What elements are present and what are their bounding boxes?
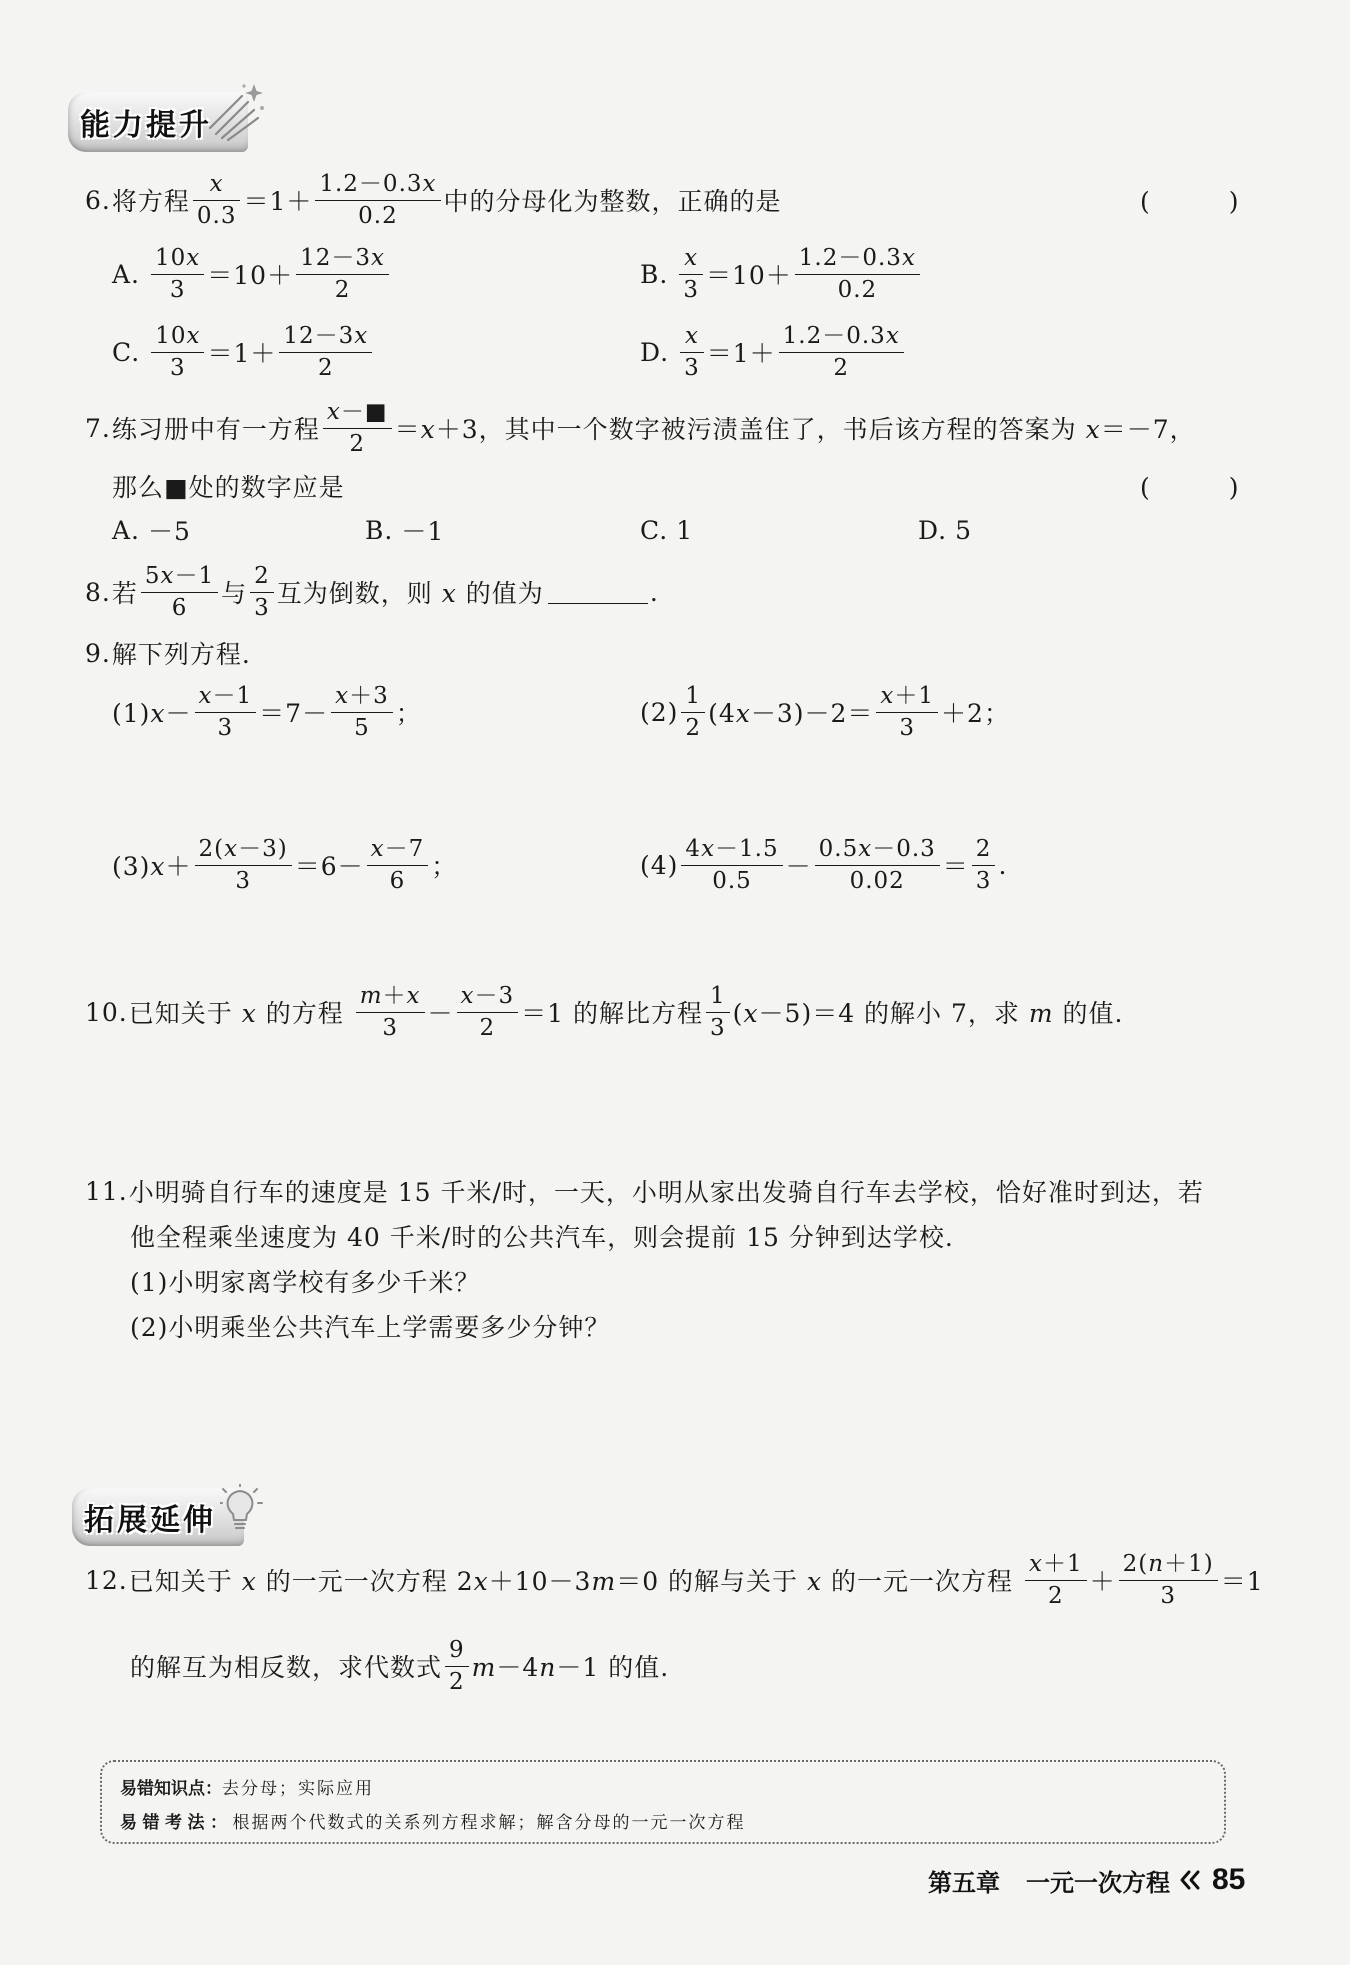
math-variable: x bbox=[880, 683, 895, 710]
fraction bbox=[141, 563, 218, 621]
math-variable: x bbox=[885, 323, 900, 350]
fraction-denominator: 2 bbox=[279, 352, 372, 381]
option-label: B. bbox=[365, 515, 394, 545]
fraction-denominator: 2 bbox=[296, 274, 389, 303]
fraction-numerator: 1 bbox=[710, 983, 726, 1010]
math-variable: x bbox=[186, 245, 201, 272]
math-variable: x bbox=[150, 699, 166, 728]
fraction bbox=[706, 983, 730, 1041]
math-text: 中的分母化为整数，正确的是 bbox=[443, 187, 782, 216]
fraction-denominator: 3 bbox=[195, 865, 292, 894]
math-variable: x bbox=[422, 171, 437, 198]
math-variable: x bbox=[186, 323, 201, 350]
fraction-numerator: m＋x bbox=[359, 983, 421, 1010]
page-footer bbox=[928, 1860, 1245, 1900]
math-variable: x bbox=[209, 171, 224, 198]
math-variable: x bbox=[326, 399, 341, 426]
math-variable: x bbox=[241, 999, 257, 1028]
option-label: D. bbox=[918, 515, 948, 545]
fraction-denominator: 3 bbox=[972, 865, 996, 894]
math-text: 与 bbox=[221, 579, 248, 608]
option-expression bbox=[955, 516, 972, 545]
math-variable: x bbox=[684, 245, 699, 272]
fraction-numerator: 2(x－3) bbox=[198, 836, 288, 863]
q9-part-2 bbox=[640, 682, 1010, 742]
math-variable: x bbox=[735, 699, 751, 728]
fraction-numerator: 4x－1.5 bbox=[685, 836, 779, 863]
option-expression bbox=[148, 323, 375, 381]
fraction bbox=[681, 836, 782, 894]
sub-question-text: (1)小明家离学校有多少千米？ bbox=[130, 1268, 481, 1297]
q12-stem-continuation bbox=[130, 1637, 669, 1695]
fraction bbox=[195, 836, 292, 894]
fraction-numerator: x－1 bbox=[198, 683, 253, 710]
question-number: 9. bbox=[85, 638, 111, 668]
chapter-title: 一元一次方程 bbox=[1026, 1868, 1170, 1897]
math-variable: m bbox=[359, 983, 383, 1010]
fraction-denominator: 3 bbox=[680, 352, 704, 381]
section-banner-extension bbox=[72, 1488, 244, 1546]
math-variable: x bbox=[150, 852, 166, 881]
q9-heading bbox=[85, 636, 251, 670]
fraction bbox=[193, 171, 241, 229]
math-variable: x bbox=[420, 415, 436, 444]
math-text: 已知关于 x 的一元一次方程 2x＋10－3m＝0 的解与关于 x 的一元一次方程 bbox=[128, 1567, 1023, 1596]
fraction-denominator: 0.2 bbox=[795, 274, 920, 303]
fraction bbox=[195, 683, 257, 741]
section-title: 拓展延伸 bbox=[84, 1503, 216, 1538]
math-variable: x bbox=[406, 983, 421, 1010]
fraction-numerator: 1.2－0.3x bbox=[319, 171, 437, 198]
math-variable: x bbox=[224, 836, 239, 863]
math-text: 互为倒数，则 x 的值为 bbox=[276, 579, 544, 608]
math-text: ＝x＋3，其中一个数字被污渍盖住了，书后该方程的答案为 x＝－7， bbox=[394, 415, 1196, 444]
q11-text: 小明骑自行车的速度是 15 千米/时，一天，小明从家出发骑自行车去学校，恰好准时到达，若 bbox=[128, 1178, 1204, 1207]
fraction bbox=[279, 323, 372, 381]
q7-answer-bracket bbox=[1140, 468, 1240, 504]
q8-stem bbox=[85, 562, 659, 622]
question-number: 10. bbox=[85, 997, 128, 1027]
option-label: B. bbox=[640, 259, 669, 289]
option-expression bbox=[676, 245, 923, 303]
q11-sub-question-2 bbox=[130, 1308, 610, 1344]
fraction-numerator: 10x bbox=[155, 245, 201, 272]
math-text: . bbox=[649, 577, 659, 607]
math-text: m－4n－1 的值. bbox=[471, 1653, 670, 1682]
lightbulb-icon bbox=[220, 1484, 266, 1536]
fraction bbox=[815, 836, 940, 894]
math-text: ； bbox=[431, 852, 458, 881]
q11-sub-question-1 bbox=[130, 1263, 480, 1299]
fraction-denominator: 2 bbox=[323, 428, 392, 457]
math-variable: n bbox=[1148, 1551, 1165, 1578]
math-variable: x bbox=[743, 999, 759, 1028]
fraction-denominator: 3 bbox=[151, 352, 204, 381]
fraction-numerator: 0.5x－0.3 bbox=[818, 836, 936, 863]
page-number: 85 bbox=[1212, 1863, 1246, 1896]
fraction bbox=[323, 399, 392, 457]
fraction bbox=[367, 836, 429, 894]
note-text: 去分母；实际应用 bbox=[222, 1778, 374, 1799]
math-text: 5 bbox=[955, 515, 973, 545]
fraction bbox=[681, 683, 705, 741]
math-text: ＝10＋ bbox=[207, 261, 294, 290]
math-text: － bbox=[427, 999, 454, 1028]
fraction-denominator: 3 bbox=[151, 274, 204, 303]
answer-blank bbox=[548, 581, 648, 604]
fraction-denominator: 2 bbox=[457, 1012, 519, 1041]
fraction-denominator: 2 bbox=[1025, 1580, 1087, 1609]
math-text: － bbox=[785, 852, 812, 881]
fraction-denominator: 3 bbox=[679, 274, 703, 303]
fraction bbox=[972, 836, 996, 894]
math-variable: x bbox=[901, 245, 916, 272]
sparkle-icon bbox=[204, 82, 268, 142]
option-expression bbox=[401, 512, 444, 548]
fraction-denominator: 3 bbox=[1119, 1580, 1218, 1609]
fraction-denominator: 3 bbox=[706, 1012, 730, 1041]
math-variable: x bbox=[354, 323, 369, 350]
math-variable: x bbox=[335, 683, 350, 710]
math-text: ＝1＋ bbox=[706, 339, 776, 368]
q11-text: 他全程乘坐速度为 40 千米/时的公共汽车，则会提前 15 分钟到达学校. bbox=[130, 1223, 954, 1252]
fraction bbox=[1025, 1551, 1087, 1609]
math-text: 若 bbox=[111, 579, 138, 608]
math-text: (4x－3)－2＝ bbox=[708, 699, 874, 728]
fraction-numerator: 1.2－0.3x bbox=[798, 245, 916, 272]
fraction-denominator: 0.3 bbox=[193, 200, 241, 229]
fraction bbox=[250, 563, 274, 621]
q6-option-b bbox=[640, 244, 923, 304]
q6-option-d bbox=[640, 322, 907, 382]
question-number: 12. bbox=[85, 1565, 128, 1595]
math-text: (1)x－ bbox=[112, 699, 192, 728]
math-variable: x bbox=[684, 323, 699, 350]
option-expression bbox=[676, 516, 693, 545]
q10-stem bbox=[85, 982, 1123, 1042]
fraction bbox=[445, 1637, 469, 1695]
math-variable: x bbox=[807, 1567, 823, 1596]
option-expression bbox=[148, 512, 191, 548]
math-variable: x bbox=[198, 683, 213, 710]
q7-stem-expression bbox=[112, 399, 1196, 457]
answer-bracket: ( ) bbox=[1140, 473, 1240, 502]
math-text: ＝10＋ bbox=[705, 261, 792, 290]
fraction-numerator: 10x bbox=[155, 323, 201, 350]
fraction-numerator: 1.2－0.3x bbox=[782, 323, 900, 350]
q7-stem-continuation bbox=[112, 468, 345, 504]
sub-question-text: (2)小明乘坐公共汽车上学需要多少分钟？ bbox=[130, 1313, 611, 1342]
math-text: (3)x＋ bbox=[112, 852, 192, 881]
option-expression bbox=[677, 323, 907, 381]
option-expression bbox=[148, 245, 392, 303]
option-label: C. bbox=[640, 515, 669, 545]
q8-stem-end bbox=[650, 578, 659, 607]
math-variable: x bbox=[473, 1567, 489, 1596]
fraction-denominator: 0.02 bbox=[815, 865, 940, 894]
q6-stem bbox=[85, 170, 782, 230]
math-text: 的解互为相反数，求代数式 bbox=[130, 1653, 443, 1682]
equation bbox=[640, 836, 1007, 894]
math-variable: x bbox=[441, 579, 457, 608]
math-variable: x bbox=[858, 836, 873, 863]
math-variable: x bbox=[701, 836, 716, 863]
note-label: 易错考法： bbox=[120, 1812, 233, 1833]
q9-part-4 bbox=[640, 835, 1007, 895]
q11-stem-line1 bbox=[85, 1173, 1204, 1209]
fraction-denominator: 6 bbox=[367, 865, 429, 894]
note-label: 易错知识点： bbox=[120, 1778, 222, 1799]
q6-option-c bbox=[112, 322, 375, 382]
fraction-denominator: 3 bbox=[876, 712, 938, 741]
q8-stem-expression bbox=[112, 563, 544, 621]
mistake-notes-box bbox=[100, 1760, 1226, 1844]
fraction bbox=[680, 323, 704, 381]
math-text: ； bbox=[395, 699, 422, 728]
fraction-denominator: 2 bbox=[779, 352, 904, 381]
math-variable: x bbox=[460, 983, 475, 1010]
math-variable: x bbox=[241, 1567, 257, 1596]
fraction-denominator: 0.2 bbox=[315, 200, 440, 229]
math-variable: x bbox=[370, 836, 385, 863]
fraction-denominator: 0.5 bbox=[681, 865, 782, 894]
math-text: . bbox=[998, 850, 1008, 880]
math-text: －5 bbox=[148, 517, 191, 546]
math-text: (x－5)＝4 的解小 7，求 m 的值. bbox=[732, 999, 1124, 1028]
fraction-numerator: 9 bbox=[449, 1637, 465, 1664]
fraction-numerator: x－3 bbox=[460, 983, 515, 1010]
fraction-denominator: 2 bbox=[681, 712, 705, 741]
fraction bbox=[876, 683, 938, 741]
note-line-method bbox=[120, 1806, 746, 1834]
answer-bracket: ( ) bbox=[1140, 187, 1240, 216]
fraction bbox=[795, 245, 920, 303]
math-text: (2) bbox=[640, 697, 679, 727]
fraction bbox=[779, 323, 904, 381]
math-text: ＝1 bbox=[1220, 1567, 1264, 1596]
math-text: ＝1＋ bbox=[243, 187, 313, 216]
option-label: C. bbox=[112, 337, 141, 367]
chapter-label: 第五章 bbox=[928, 1868, 1000, 1897]
option-label: A. bbox=[112, 515, 141, 545]
fraction bbox=[315, 171, 440, 229]
math-text: －1 bbox=[401, 517, 445, 546]
math-variable: m bbox=[1028, 999, 1054, 1028]
equation bbox=[640, 683, 1010, 741]
fraction bbox=[457, 983, 519, 1041]
q6-stem-expression bbox=[112, 171, 782, 229]
math-variable: m bbox=[591, 1567, 617, 1596]
fraction-numerator: x－7 bbox=[370, 836, 425, 863]
math-variable: x bbox=[160, 563, 175, 590]
math-variable: x bbox=[371, 245, 385, 272]
q9-title: 解下列方程. bbox=[111, 640, 251, 669]
math-text: (4) bbox=[640, 850, 679, 880]
fraction-denominator: 3 bbox=[250, 592, 274, 621]
math-variable: m bbox=[471, 1653, 497, 1682]
fraction bbox=[296, 245, 389, 303]
double-chevron-left-icon bbox=[1178, 1869, 1202, 1891]
option-label: A. bbox=[112, 259, 141, 289]
fraction-numerator: 12－3x bbox=[283, 323, 369, 350]
fraction-denominator: 5 bbox=[331, 712, 393, 741]
fraction-numerator bbox=[680, 323, 704, 351]
fraction-denominator: 2 bbox=[445, 1666, 469, 1695]
fraction-denominator: 3 bbox=[356, 1012, 425, 1041]
math-text: ＝1 的解比方程 bbox=[521, 999, 704, 1028]
q11-stem-line2 bbox=[130, 1218, 954, 1254]
question-number: 8. bbox=[85, 577, 111, 607]
math-text: 练习册中有一方程 bbox=[111, 415, 320, 444]
fraction-numerator: 2(n＋1) bbox=[1122, 1551, 1214, 1578]
math-text: ＝6－ bbox=[294, 852, 364, 881]
math-text: ＝ bbox=[942, 852, 969, 881]
question-number: 6. bbox=[85, 185, 111, 215]
fraction bbox=[1119, 1551, 1218, 1609]
fraction-numerator: 2 bbox=[254, 563, 270, 590]
fraction-numerator: 1 bbox=[685, 683, 702, 710]
q12-stem-line1 bbox=[85, 1550, 1264, 1610]
math-text: ＋ bbox=[1089, 1567, 1116, 1596]
fraction-numerator bbox=[679, 245, 703, 273]
fraction-numerator: x＋1 bbox=[880, 683, 935, 710]
fraction-numerator bbox=[193, 171, 241, 199]
q7-option-d bbox=[918, 513, 972, 547]
q7-option-c bbox=[640, 513, 693, 547]
q12-stem-line2 bbox=[130, 1636, 669, 1696]
q7-option-b bbox=[365, 513, 444, 547]
fraction-numerator: 5x－1 bbox=[144, 563, 215, 590]
section-title: 能力提升 bbox=[80, 108, 212, 143]
fraction bbox=[356, 983, 425, 1041]
option-label: D. bbox=[640, 337, 670, 367]
math-variable: x bbox=[1029, 1551, 1043, 1578]
note-line-knowledge bbox=[120, 1772, 374, 1800]
equation bbox=[112, 836, 457, 894]
fraction-numerator: x＋1 bbox=[1029, 1551, 1083, 1578]
math-text: 那么■处的数字应是 bbox=[112, 473, 345, 502]
fraction-denominator: 6 bbox=[141, 592, 218, 621]
math-text: 已知关于 x 的方程 bbox=[128, 999, 353, 1028]
equation bbox=[112, 683, 422, 741]
fraction-numerator: x＋3 bbox=[335, 683, 389, 710]
q7-stem-line2 bbox=[112, 468, 345, 504]
math-variable: n bbox=[539, 1653, 557, 1682]
q10-stem-expression bbox=[129, 983, 1124, 1041]
fraction-denominator: 3 bbox=[195, 712, 257, 741]
fraction-numerator: 2 bbox=[975, 836, 992, 863]
math-text: 将方程 bbox=[111, 187, 190, 216]
fraction-numerator: x－■ bbox=[326, 399, 388, 426]
math-variable: x bbox=[1085, 415, 1101, 444]
math-text: ＝7－ bbox=[259, 699, 329, 728]
math-text: ＝1＋ bbox=[207, 339, 277, 368]
q7-stem-line1 bbox=[85, 398, 1196, 458]
q9-part-1 bbox=[112, 682, 422, 742]
math-text: 1 bbox=[676, 515, 694, 545]
fraction bbox=[151, 323, 204, 381]
q9-part-3 bbox=[112, 835, 457, 895]
note-text: 根据两个代数式的关系列方程求解；解含分母的一元一次方程 bbox=[232, 1812, 746, 1833]
q6-option-a bbox=[112, 244, 392, 304]
fraction-numerator: 12－3x bbox=[300, 245, 385, 272]
q6-answer-bracket bbox=[1140, 170, 1240, 230]
fraction bbox=[331, 683, 393, 741]
q12-stem-expression bbox=[129, 1551, 1264, 1609]
fraction bbox=[679, 245, 703, 303]
math-text: ＋2； bbox=[941, 699, 1010, 728]
fraction bbox=[151, 245, 204, 303]
question-number: 11. bbox=[85, 1176, 128, 1206]
question-number: 7. bbox=[85, 413, 111, 443]
q7-option-a bbox=[112, 513, 191, 547]
